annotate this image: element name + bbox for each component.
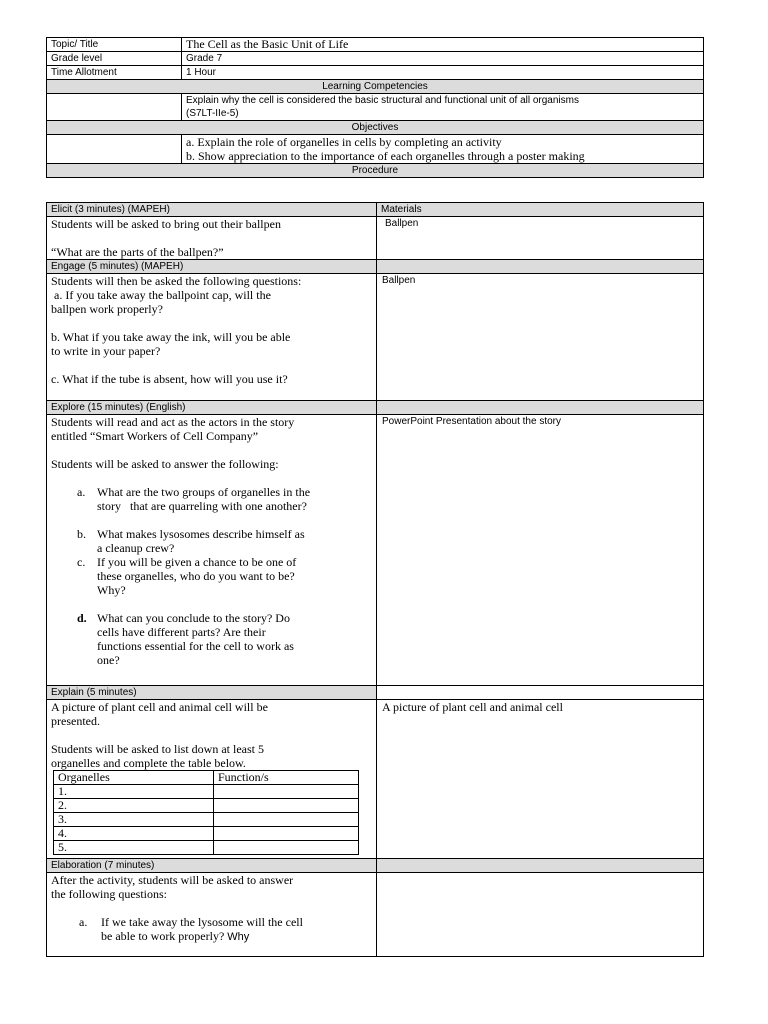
question-fragment: be able to work properly? (101, 929, 228, 943)
explain-materials-heading-blank (377, 686, 704, 700)
procedure-heading: Procedure (47, 164, 704, 178)
explore-ask: Students will be asked to answer the following: (51, 457, 279, 471)
explore-heading: Explore (15 minutes) (English) (47, 401, 377, 415)
explore-questions (51, 485, 372, 667)
explore-intro-line1: Students will read and act as the actors in the story (51, 415, 295, 429)
topic-value: The Cell as the Basic Unit of Life (182, 38, 704, 52)
engage-question-b-line2: to write in your paper? (51, 344, 161, 358)
organelles-column-header: Organelles (54, 771, 214, 785)
elicit-question: “What are the parts of the ballpen?” (51, 245, 224, 259)
elicit-materials: Ballpen (377, 217, 704, 260)
explain-heading: Explain (5 minutes) (47, 686, 377, 700)
engage-cell (47, 274, 377, 401)
engage-materials-heading-blank (377, 260, 704, 274)
explain-line4: organelles and complete the table below. (51, 756, 246, 770)
question-line: cells have different parts? Are their (97, 625, 266, 639)
question-line: a cleanup crew? (97, 541, 175, 555)
question-line: What are the two groups of organelles in the (97, 485, 311, 499)
question-line: What makes lysosomes describe himself as (97, 527, 305, 541)
engage-question-a-line2: ballpen work properly? (51, 302, 163, 316)
engage-intro: Students will then be asked the following questions: (51, 274, 302, 288)
objective-b: b. Show appreciation to the importance of each organelles through a poster making (186, 149, 585, 163)
lesson-header-table (46, 37, 704, 178)
elaboration-questions (51, 915, 372, 944)
list-marker: a. (77, 485, 86, 499)
engage-heading: Engage (5 minutes) (MAPEH) (47, 260, 377, 274)
list-marker: c. (77, 555, 86, 569)
time-value: 1 Hour (182, 66, 704, 80)
explain-materials: A picture of plant cell and animal cell (377, 700, 704, 859)
table-row: 4. (54, 827, 214, 841)
elaboration-line1: After the activity, students will be asked to answer (51, 873, 294, 887)
objectives-cell (182, 135, 704, 164)
competency-cell (182, 94, 704, 121)
question-line: If we take away the lysosome will the cell (101, 915, 303, 929)
question-fragment-why: Why (227, 931, 250, 943)
grade-value: Grade 7 (182, 52, 704, 66)
explore-intro-line2: entitled “Smart Workers of Cell Company” (51, 429, 259, 443)
elaboration-materials-heading-blank (377, 859, 704, 873)
question-line: these organelles, who do you want to be? (97, 569, 295, 583)
function-input-cell[interactable] (214, 813, 359, 827)
competencies-heading: Learning Competencies (47, 80, 704, 94)
engage-question-a-line1: a. If you take away the ballpoint cap, will the (51, 288, 271, 302)
explain-line2: presented. (51, 714, 100, 728)
list-item (51, 555, 372, 597)
engage-question-b-line1: b. What if you take away the ink, will you be able (51, 330, 291, 344)
function-input-cell[interactable] (214, 785, 359, 799)
table-row: 3. (54, 813, 214, 827)
engage-materials: Ballpen (377, 274, 704, 401)
explain-line3: Students will be asked to list down at least 5 (51, 742, 264, 756)
objectives-heading: Objectives (47, 121, 704, 135)
explore-materials-heading-blank (377, 401, 704, 415)
list-marker: d. (77, 611, 87, 625)
elicit-cell (47, 217, 377, 260)
procedure-table (46, 202, 704, 957)
materials-heading: Materials (377, 203, 704, 217)
elaboration-heading: Elaboration (7 minutes) (47, 859, 377, 873)
elicit-line1: Students will be asked to bring out their ballpen (51, 217, 281, 231)
function-input-cell[interactable] (214, 827, 359, 841)
table-row: 2. (54, 799, 214, 813)
explain-line1: A picture of plant cell and animal cell will be (51, 700, 268, 714)
competency-code: (S7LT-IIe-5) (186, 108, 239, 119)
table-row: 1. (54, 785, 214, 799)
list-item (51, 527, 372, 555)
question-line: If you will be given a chance to be one of (97, 555, 297, 569)
time-label: Time Allotment (47, 66, 182, 80)
function-input-cell[interactable] (214, 799, 359, 813)
question-line: story that are quarreling with one another? (97, 499, 307, 513)
list-item (51, 485, 372, 513)
competency-blank-cell (47, 94, 182, 121)
question-line: one? (97, 653, 120, 667)
table-row: 5. (54, 841, 214, 855)
question-line: What can you conclude to the story? Do (97, 611, 290, 625)
elaboration-materials (377, 873, 704, 957)
organelles-table (53, 770, 359, 855)
list-item (51, 915, 372, 944)
explain-cell (47, 700, 377, 859)
list-marker: b. (77, 527, 86, 541)
topic-label: Topic/ Title (47, 38, 182, 52)
competency-text: Explain why the cell is considered the basic structural and functional unit of all organisms (186, 95, 579, 106)
functions-column-header: Function/s (214, 771, 359, 785)
engage-question-c: c. What if the tube is absent, how will you use it? (51, 372, 288, 386)
list-marker: a. (79, 915, 88, 929)
grade-label: Grade level (47, 52, 182, 66)
objective-a: a. Explain the role of organelles in cells by completing an activity (186, 135, 502, 149)
elaboration-line2: the following questions: (51, 887, 167, 901)
objectives-blank-cell (47, 135, 182, 164)
question-line: Why? (97, 583, 126, 597)
function-input-cell[interactable] (214, 841, 359, 855)
elicit-heading: Elicit (3 minutes) (MAPEH) (47, 203, 377, 217)
explore-cell (47, 415, 377, 686)
question-line: functions essential for the cell to work as (97, 639, 294, 653)
question-line (101, 929, 372, 944)
explore-materials: PowerPoint Presentation about the story (377, 415, 704, 686)
list-item (51, 611, 372, 667)
elaboration-cell (47, 873, 377, 957)
